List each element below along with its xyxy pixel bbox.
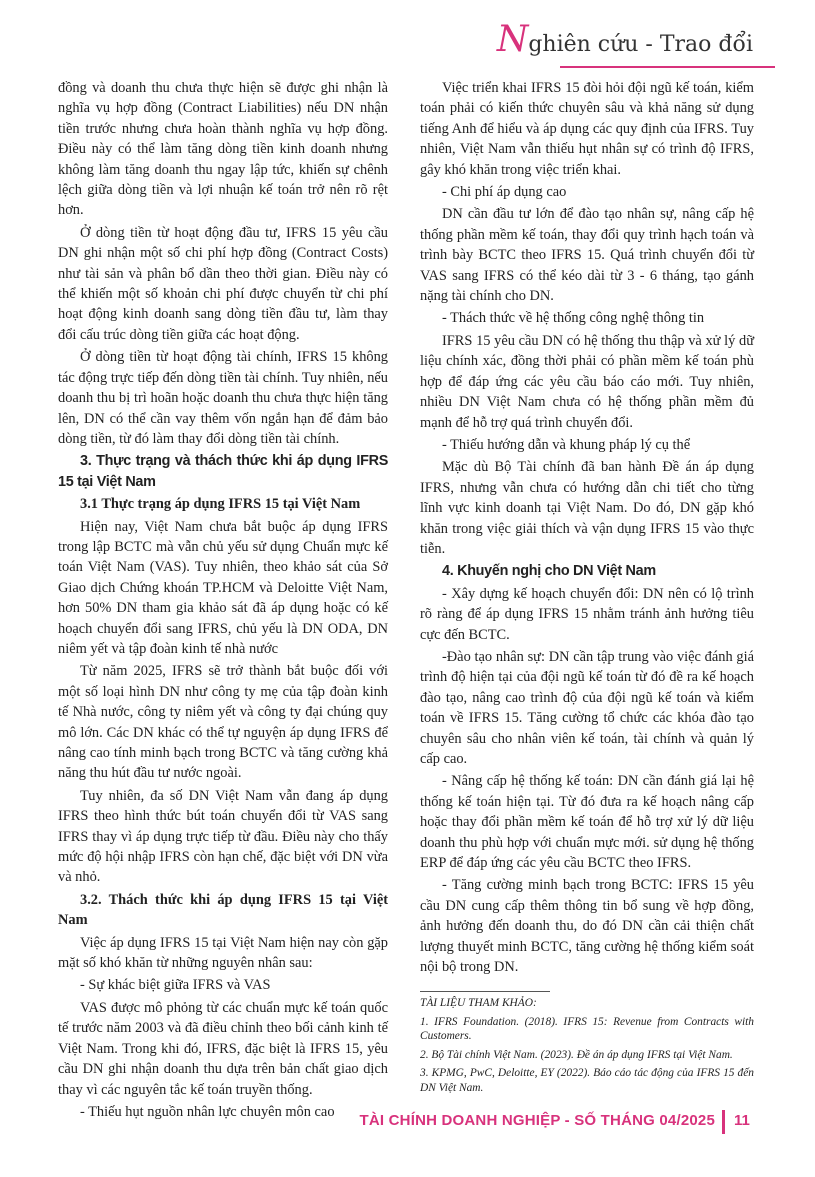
journal-name: TÀI CHÍNH DOANH NGHIỆP - SỐ THÁNG 04/2025 bbox=[359, 1112, 715, 1129]
page-number: 11 bbox=[734, 1112, 750, 1129]
section-title bbox=[496, 19, 753, 60]
paragraph: - Thiếu hụt nguồn nhân lực chuyên môn cao bbox=[80, 1103, 335, 1120]
paragraph: - Xây dựng kế hoạch chuyển đổi: DN nên có lộ trình rõ ràng để áp dụng IFRS 15 nhằm tránh ảnh hưởng tiêu cực đến BCTC. bbox=[420, 585, 754, 643]
paragraph: Mặc dù Bộ Tài chính đã ban hành Đề án áp dụng IFRS, nhưng vẫn chưa có hướng dẫn chi tiết cho từng lĩnh vực kinh doanh tại Việt Nam. Do đó, DN gặp khó khăn trong việc giải thích và vận dụng IFRS 15 vào thực tiễn. bbox=[420, 459, 754, 557]
paragraph: Tuy nhiên, đa số DN Việt Nam vẫn đang áp dụng IFRS theo hình thức bút toán chuyển đổi từ VAS sang IFRS thay vì áp dụng trực tiếp từ đầu. Điều này cho thấy mức độ hội nhập IFRS còn hạn chế, đặc biệt với DN vừa và nhỏ. bbox=[58, 787, 388, 886]
section-title-rest: ghiên cứu - Trao đổi bbox=[528, 32, 753, 57]
paragraph: -Đào tạo nhân sự: DN cần tập trung vào việc đánh giá trình độ hiện tại của đội ngũ kế toán từ đó đề ra kế hoạch đào tạo, nâng cao trình độ của đội ngũ kế toán và kiểm toán về IFRS 15. Tăng cường tổ chức các khóa đào tạo chuyên sâu cho nhân viên kế toán, tài chính và quản lý cấp cao. bbox=[420, 648, 754, 767]
paragraph: - Nâng cấp hệ thống kế toán: DN cần đánh giá lại hệ thống kế toán hiện tại. Từ đó đưa ra kế hoạch nâng cấp hoặc thay đổi phần mềm kế toán để hỗ trợ xử lý dữ liệu doanh thu phù hợp với chuẩn mực mới. sử dụng hệ thống ERP để đáp ứng các yêu cầu BCTC theo IFRS. bbox=[420, 773, 754, 872]
paragraph: VAS được mô phỏng từ các chuẩn mực kế toán quốc tế trước năm 2003 và đã điều chỉnh theo bối cảnh kinh tế Việt Nam. Trong khi đó, IFRS, đặc biệt là IFRS 15, yêu cầu DN ghi nhận doanh thu dựa trên bản chất giao dịch thay vì các nguyên tắc kế toán truyền thống. bbox=[58, 999, 388, 1098]
reference-item: 3. KPMG, PwC, Deloitte, EY (2022). Báo cáo tác động của IFRS 15 đến DN Việt Nam. bbox=[420, 1067, 754, 1094]
paragraph: DN cần đầu tư lớn để đào tạo nhân sự, nâng cấp hệ thống phần mềm kế toán, thay đổi quy trình hạch toán và trình bày BCTC theo IFRS 15. Quá trình chuyển đổi từ VAS sang IFRS có thể kéo dài từ 3 - 6 tháng, tạo gánh nặng tài chính cho DN. bbox=[420, 206, 754, 305]
references-title: TÀI LIỆU THAM KHẢO: bbox=[420, 997, 537, 1010]
reference-item: 2. Bộ Tài chính Việt Nam. (2023). Đề án áp dụng IFRS tại Việt Nam. bbox=[420, 1048, 733, 1061]
paragraph: - Tăng cường minh bạch trong BCTC: IFRS 15 yêu cầu DN cung cấp thêm thông tin bổ sung về hợp đồng, ảnh hưởng đến doanh thu, do đó DN cần cải thiện chất lượng thuyết minh BCTC, tăng cường hệ thống kiểm soát nội bộ trong DN. bbox=[420, 877, 754, 976]
subsection-heading-3-1: 3.1 Thực trạng áp dụng IFRS 15 tại Việt Nam bbox=[80, 496, 361, 513]
paragraph: Hiện nay, Việt Nam chưa bắt buộc áp dụng IFRS trong lập BCTC mà vẫn chủ yếu sử dụng Chuẩn mực kế toán Việt Nam (VAS). Tuy nhiên, theo khảo sát của Sở Giao dịch Chứng khoán TP.HCM và Deloitte Việt Nam, hơn 50% DN tham gia khảo sát đã áp dụng hoặc có kế hoạch chuyển đổi sang IFRS, chủ yếu là DN ODA, DN niêm yết và tập đoàn kinh tế nhà nước bbox=[58, 518, 388, 657]
right-column bbox=[420, 78, 754, 1099]
page-footer bbox=[0, 1110, 815, 1150]
references bbox=[420, 996, 754, 1095]
paragraph: Việc áp dụng IFRS 15 tại Việt Nam hiện nay còn gặp mặt số khó khăn từ những nguyên nhân sau: bbox=[58, 934, 388, 972]
reference-item: 1. IFRS Foundation. (2018). IFRS 15: Revenue from Contracts with Customers. bbox=[420, 1015, 754, 1043]
left-column bbox=[58, 78, 388, 1124]
paragraph: - Thách thức về hệ thống công nghệ thông tin bbox=[442, 310, 705, 327]
paragraph: đồng và doanh thu chưa thực hiện sẽ được ghi nhận là nghĩa vụ hợp đồng (Contract Liabilities) nếu DN nhận tiền trước nhưng chưa hoàn thành nghĩa vụ hợp đồng. Điều này có thể làm tăng dòng tiền kinh doanh nhưng không làm tăng doanh thu ngay lập tức, khiến sự chênh lệch giữa dòng tiền và lợi nhuận kế toán trở nên rõ rệt hơn. bbox=[58, 80, 388, 219]
paragraph: Việc triển khai IFRS 15 đòi hỏi đội ngũ kế toán, kiểm toán phải có kiến thức chuyên sâu và khả năng sử dụng tiếng Anh để hiểu và áp dụng các quy định của IFRS. Tuy nhiên, Việt Nam vẫn thiếu hụt nhân sự có trình độ IFRS, gây khó khăn trong việc triển khai. bbox=[420, 80, 754, 178]
paragraph: - Chi phí áp dụng cao bbox=[442, 184, 567, 201]
paragraph: Từ năm 2025, IFRS sẽ trở thành bắt buộc đối với một số loại hình DN như công ty mẹ của tập đoàn kinh tế Nhà nước, công ty niêm yết và công ty đại chúng quy mô lớn. Các DN khác có thể tự nguyện áp dụng IFRS để nâng cao tính minh bạch trong BCTC và tăng cường khả năng thu hút đầu tư nước ngoài. bbox=[58, 663, 388, 782]
paragraph: Ở dòng tiền từ hoạt động đầu tư, IFRS 15 yêu cầu DN ghi nhận một số chi phí hợp đồng (Contract Costs) như tài sản và phân bổ dần theo thời gian. Điều này có thể khiến một số khoản chi phí được chuyển từ chi phí hoạt động kinh doanh sang dòng tiền đầu tư, làm thay đổi cấu trúc dòng tiền giữa các hoạt động. bbox=[58, 224, 388, 343]
section-heading-4: 4. Khuyến nghị cho DN Việt Nam bbox=[442, 563, 656, 580]
paragraph: - Thiếu hướng dẫn và khung pháp lý cụ thể bbox=[442, 436, 691, 453]
paragraph: IFRS 15 yêu cầu DN có hệ thống thu thập và xử lý dữ liệu chính xác, đồng thời phải có phần mềm kế toán phù hợp để đáp ứng các yêu cầu báo cáo mới. Tuy nhiên, nhiều DN Việt Nam chưa có hệ thống phần mềm đủ mạnh để hỗ trợ quá trình chuyển đổi. bbox=[420, 332, 754, 431]
page-header bbox=[0, 0, 815, 70]
section-heading-3: 3. Thực trạng và thách thức khi áp dụng IFRS 15 tại Việt Nam bbox=[58, 453, 388, 490]
footer-divider bbox=[722, 1110, 725, 1134]
paragraph: Ở dòng tiền từ hoạt động tài chính, IFRS 15 không tác động trực tiếp đến dòng tiền tài chính. Tuy nhiên, nếu doanh thu bị trì hoãn hoặc doanh thu chưa thực hiện tăng lên, DN có thể cần vay thêm vốn ngắn hạn để đảm bảo dòng tiền, từ đó làm thay đổi dòng tiền tài chính. bbox=[58, 349, 388, 447]
section-title-initial: N bbox=[496, 19, 529, 60]
subsection-heading-3-2: 3.2. Thách thức khi áp dụng IFRS 15 tại Việt Nam bbox=[58, 891, 388, 929]
header-rule bbox=[560, 66, 775, 68]
paragraph: - Sự khác biệt giữa IFRS và VAS bbox=[80, 977, 271, 994]
